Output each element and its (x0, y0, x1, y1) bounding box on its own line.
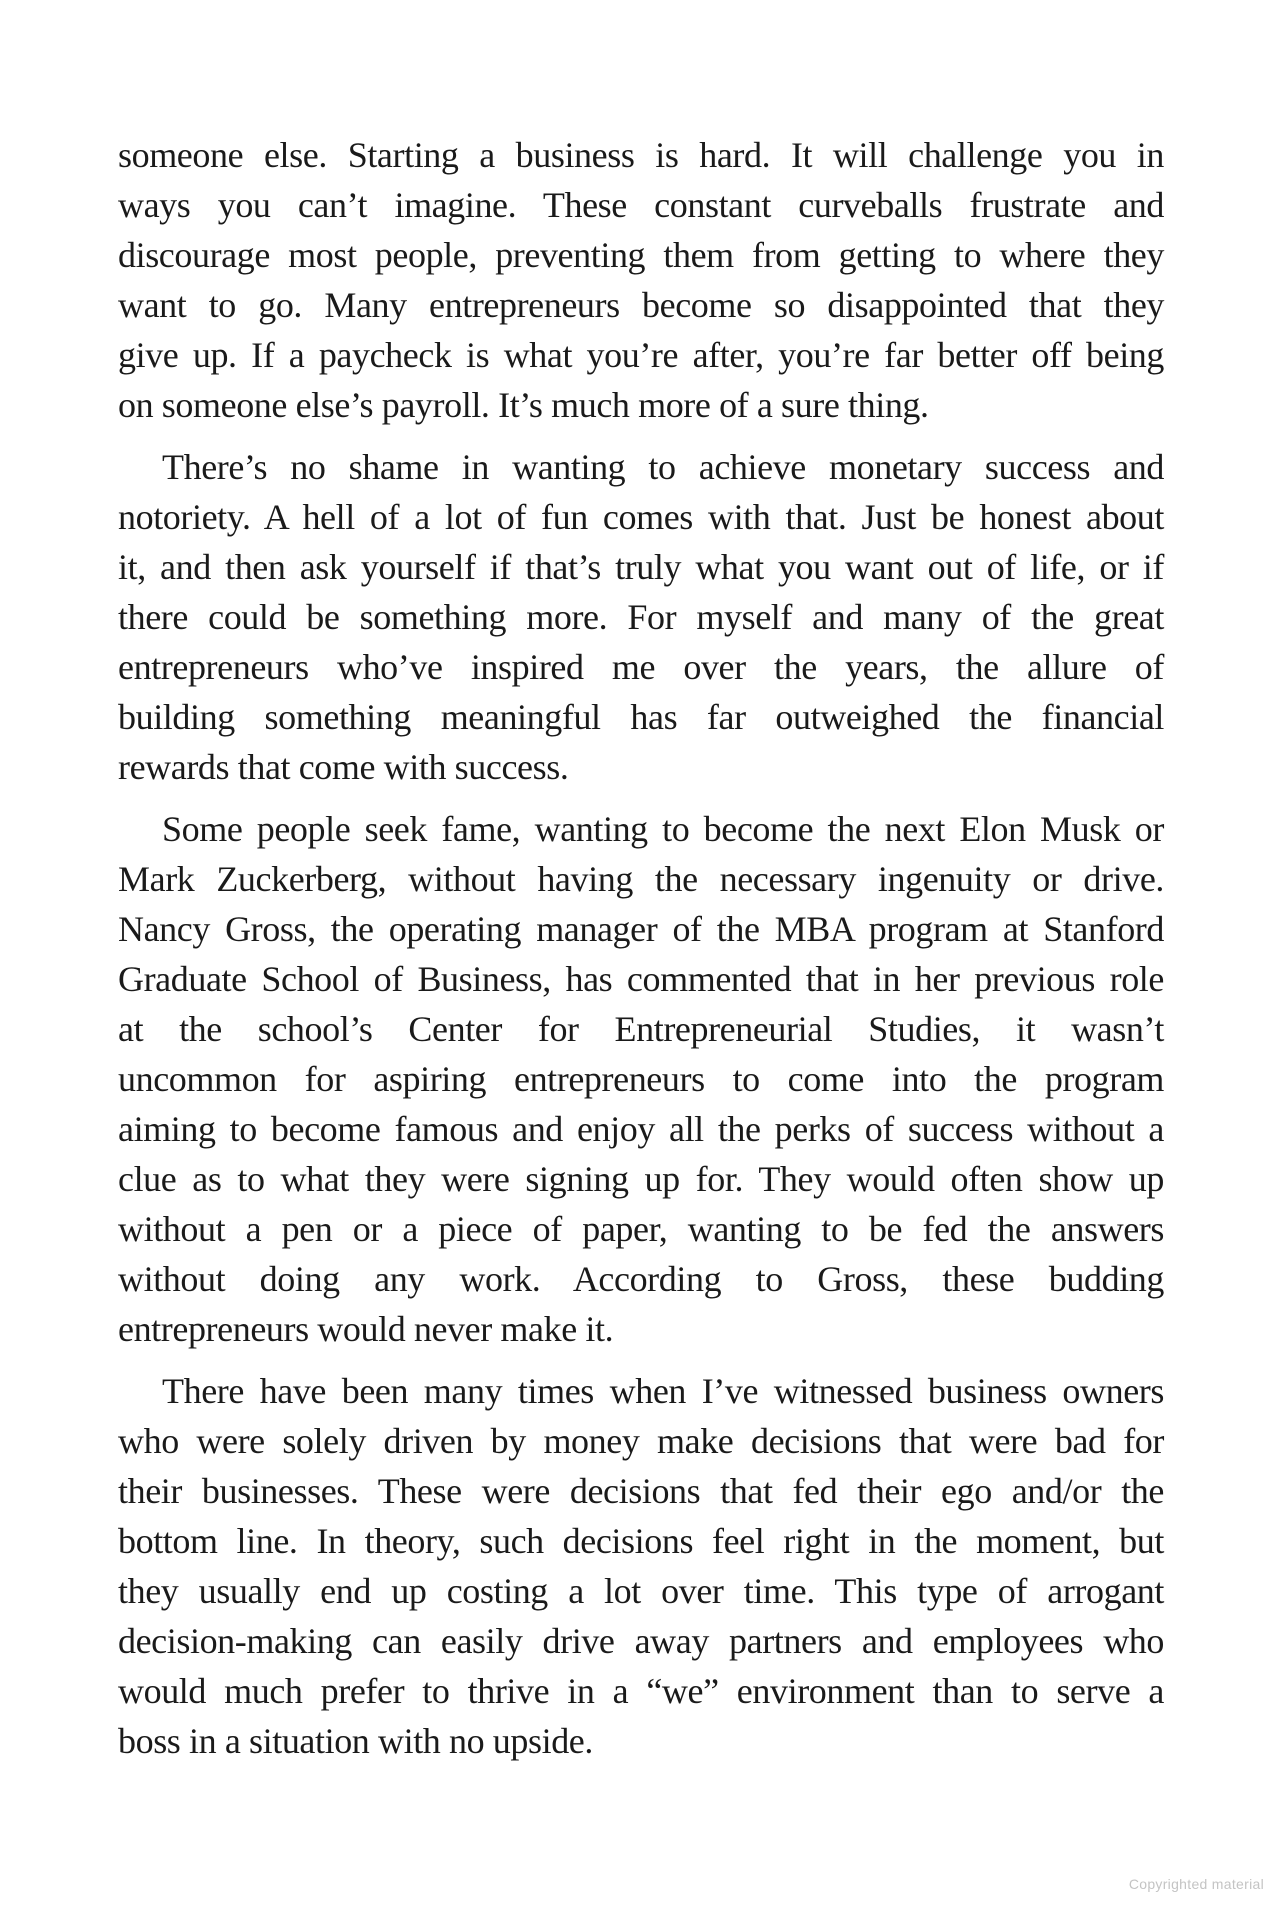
text-line: someone else. Starting a business is hard. It will challenge you in (118, 135, 1164, 175)
text-line: boss in a situation with no upside. (118, 1721, 593, 1761)
page-text (118, 130, 1164, 1766)
text-line: without doing any work. According to Gross, these budding (118, 1259, 1164, 1299)
text-line: want to go. Many entrepreneurs become so disappointed that they (118, 285, 1164, 325)
text-line: Some people seek fame, wanting to become the next Elon Musk or (162, 809, 1164, 849)
text-line: without a pen or a piece of paper, wanting to be fed the answers (118, 1209, 1164, 1249)
text-line: there could be something more. For myself and many of the great (118, 597, 1164, 637)
text-line: notoriety. A hell of a lot of fun comes with that. Just be honest about (118, 497, 1164, 537)
paragraph (118, 1366, 1164, 1766)
paragraph (118, 804, 1164, 1354)
text-line: Nancy Gross, the operating manager of the MBA program at Stanford (118, 909, 1164, 949)
text-line: uncommon for aspiring entrepreneurs to come into the program (118, 1059, 1164, 1099)
text-line: who were solely driven by money make decisions that were bad for (118, 1421, 1164, 1461)
text-line: building something meaningful has far outweighed the financial (118, 697, 1164, 737)
text-line: entrepreneurs who’ve inspired me over the years, the allure of (118, 647, 1164, 687)
text-line: bottom line. In theory, such decisions feel right in the moment, but (118, 1521, 1164, 1561)
text-line: aiming to become famous and enjoy all the perks of success without a (118, 1109, 1164, 1149)
text-line: on someone else’s payroll. It’s much more of a sure thing. (118, 385, 929, 425)
text-line: decision-making can easily drive away partners and employees who (118, 1621, 1164, 1661)
text-line: ways you can’t imagine. These constant curveballs frustrate and (118, 185, 1164, 225)
text-line: rewards that come with success. (118, 747, 569, 787)
text-line: Graduate School of Business, has commented that in her previous role (118, 959, 1164, 999)
text-line: There have been many times when I’ve witnessed business owners (162, 1371, 1164, 1411)
text-line: Mark Zuckerberg, without having the necessary ingenuity or drive. (118, 859, 1164, 899)
text-line: their businesses. These were decisions that fed their ego and/or the (118, 1471, 1164, 1511)
copyright-watermark: Copyrighted material (1128, 1876, 1264, 1892)
text-line: it, and then ask yourself if that’s truly what you want out of life, or if (118, 547, 1164, 587)
paragraph (118, 442, 1164, 792)
text-line: they usually end up costing a lot over time. This type of arrogant (118, 1571, 1164, 1611)
text-line: at the school’s Center for Entrepreneurial Studies, it wasn’t (118, 1009, 1164, 1049)
text-line: would much prefer to thrive in a “we” environment than to serve a (118, 1671, 1164, 1711)
paragraph (118, 130, 1164, 430)
text-line: give up. If a paycheck is what you’re after, you’re far better off being (118, 335, 1164, 375)
text-line: discourage most people, preventing them from getting to where they (118, 235, 1164, 275)
text-line: clue as to what they were signing up for. They would often show up (118, 1159, 1164, 1199)
text-line: entrepreneurs would never make it. (118, 1309, 614, 1349)
text-line: There’s no shame in wanting to achieve monetary success and (162, 447, 1164, 487)
